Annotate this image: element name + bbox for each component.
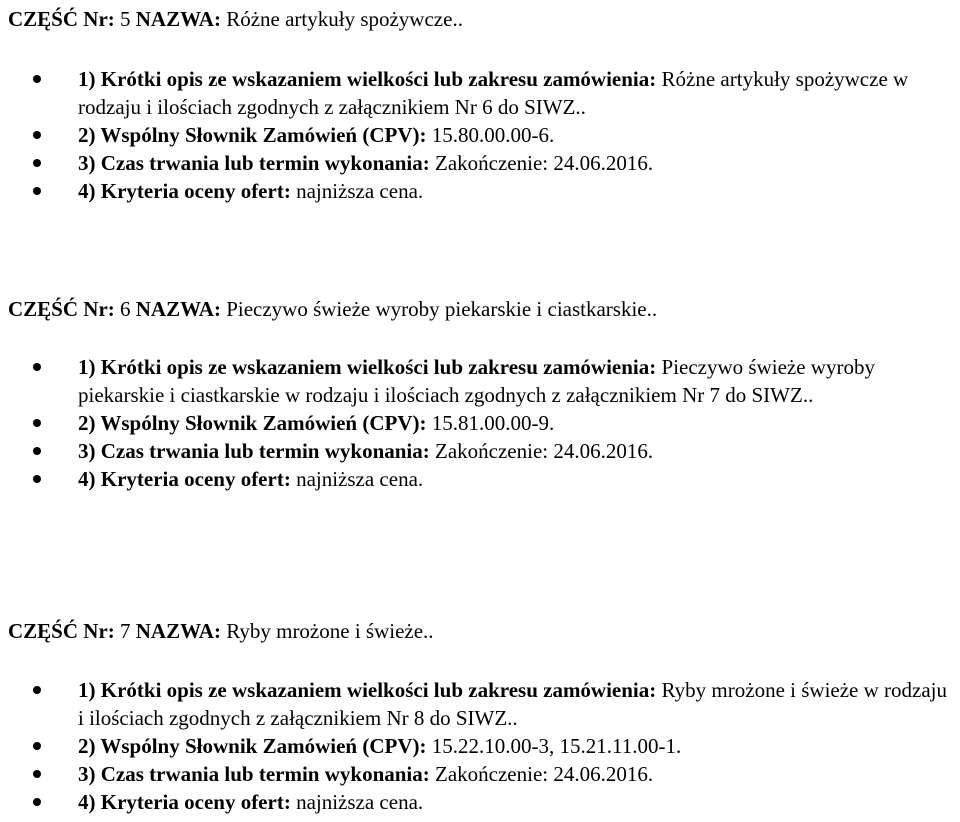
item-value: Ryby mrożone i świeże w rodzaju i ilościach zgodnych z załącznikiem Nr 8 do SIWZ.. xyxy=(78,678,948,730)
list-item xyxy=(0,732,960,760)
item-value: Różne artykuły spożywcze w rodzaju i ilościach zgodnych z załącznikiem Nr 6 do SIWZ.. xyxy=(78,67,909,119)
item-value: Zakończenie: 24.06.2016. xyxy=(435,439,654,463)
list-item xyxy=(0,149,960,177)
item-key: 3) Czas trwania lub termin wykonania: xyxy=(78,439,430,463)
list-item xyxy=(0,65,960,121)
item-key: 4) Kryteria oceny ofert: xyxy=(78,790,291,814)
list-item xyxy=(0,353,960,409)
list-item xyxy=(0,121,960,149)
bullet-icon xyxy=(33,686,41,694)
section-heading xyxy=(0,295,960,323)
bullet-icon xyxy=(33,447,41,455)
criteria-list xyxy=(0,353,960,493)
list-item xyxy=(0,177,960,205)
section-name: Pieczywo świeże wyroby piekarskie i ciastkarskie.. xyxy=(226,297,658,321)
list-item xyxy=(0,409,960,437)
item-key: 3) Czas trwania lub termin wykonania: xyxy=(78,762,430,786)
item-key: 1) Krótki opis ze wskazaniem wielkości lub zakresu zamówienia: xyxy=(78,678,657,702)
bullet-icon xyxy=(33,742,41,750)
bullet-icon xyxy=(33,770,41,778)
item-key: 1) Krótki opis ze wskazaniem wielkości lub zakresu zamówienia: xyxy=(78,355,657,379)
item-value: 15.81.00.00-9. xyxy=(431,411,555,435)
section-label: CZĘŚĆ Nr: xyxy=(8,7,115,31)
item-key: 2) Wspólny Słownik Zamówień (CPV): xyxy=(78,411,427,435)
bullet-icon xyxy=(33,131,41,139)
list-item xyxy=(0,788,960,816)
bullet-icon xyxy=(33,159,41,167)
section-czesc-5 xyxy=(0,5,960,205)
list-item xyxy=(0,437,960,465)
bullet-icon xyxy=(33,363,41,371)
section-czesc-6 xyxy=(0,295,960,493)
section-label: CZĘŚĆ Nr: xyxy=(8,297,115,321)
item-value: najniższa cena. xyxy=(296,467,424,491)
list-item xyxy=(0,676,960,732)
item-key: 2) Wspólny Słownik Zamówień (CPV): xyxy=(78,734,427,758)
section-number: 6 xyxy=(120,297,131,321)
item-key: 4) Kryteria oceny ofert: xyxy=(78,467,291,491)
name-label: NAZWA: xyxy=(135,619,221,643)
item-value: Zakończenie: 24.06.2016. xyxy=(435,151,654,175)
section-czesc-7 xyxy=(0,617,960,816)
item-key: 3) Czas trwania lub termin wykonania: xyxy=(78,151,430,175)
section-number: 7 xyxy=(120,619,131,643)
bullet-icon xyxy=(33,475,41,483)
section-heading xyxy=(0,5,960,33)
item-key: 4) Kryteria oceny ofert: xyxy=(78,179,291,203)
item-value: najniższa cena. xyxy=(296,179,424,203)
item-value: Pieczywo świeże wyroby piekarskie i ciastkarskie w rodzaju i ilościach zgodnych z załącznikiem Nr 7 do SIWZ.. xyxy=(78,355,875,407)
criteria-list xyxy=(0,65,960,205)
item-value: najniższa cena. xyxy=(296,790,424,814)
section-heading xyxy=(0,617,960,645)
section-label: CZĘŚĆ Nr: xyxy=(8,619,115,643)
section-number: 5 xyxy=(120,7,131,31)
name-label: NAZWA: xyxy=(135,7,221,31)
item-key: 1) Krótki opis ze wskazaniem wielkości lub zakresu zamówienia: xyxy=(78,67,657,91)
criteria-list xyxy=(0,676,960,816)
item-value: 15.22.10.00-3, 15.21.11.00-1. xyxy=(431,734,682,758)
bullet-icon xyxy=(33,419,41,427)
item-value: Zakończenie: 24.06.2016. xyxy=(435,762,654,786)
bullet-icon xyxy=(33,75,41,83)
section-name: Ryby mrożone i świeże.. xyxy=(226,619,434,643)
section-name: Różne artykuły spożywcze.. xyxy=(226,7,463,31)
bullet-icon xyxy=(33,798,41,806)
item-value: 15.80.00.00-6. xyxy=(431,123,555,147)
list-item xyxy=(0,465,960,493)
name-label: NAZWA: xyxy=(135,297,221,321)
bullet-icon xyxy=(33,187,41,195)
list-item xyxy=(0,760,960,788)
item-key: 2) Wspólny Słownik Zamówień (CPV): xyxy=(78,123,427,147)
